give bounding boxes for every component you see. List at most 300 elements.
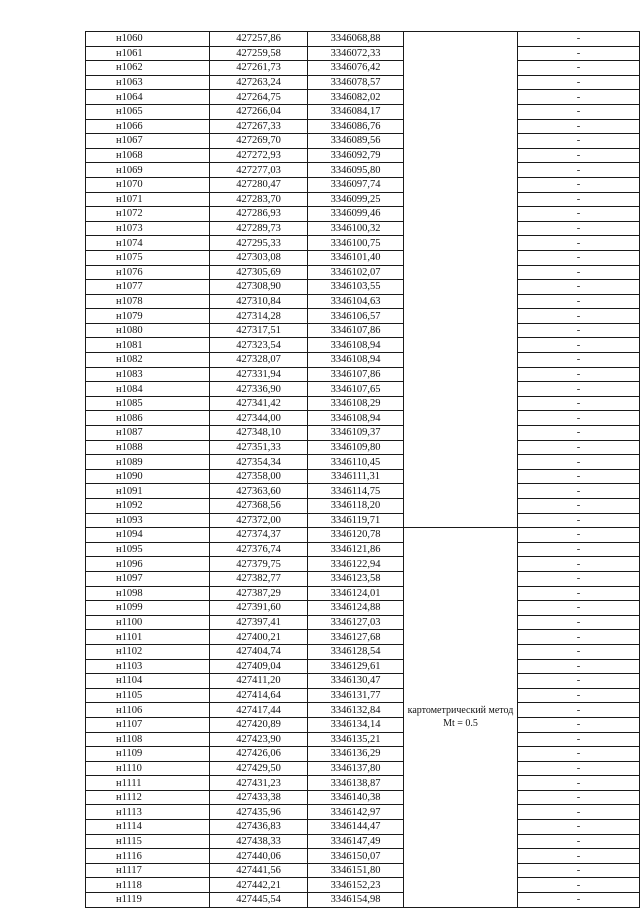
table-row [86,192,640,207]
table-row [86,834,640,849]
note-cell: - [518,411,640,426]
y-coordinate-cell: 3346119,71 [308,513,404,528]
note-cell: - [518,615,640,630]
x-coordinate-cell: 427289,73 [210,221,308,236]
x-coordinate-cell: 427433,38 [210,790,308,805]
y-coordinate-cell: 3346111,31 [308,469,404,484]
y-coordinate-cell: 3346114,75 [308,484,404,499]
y-coordinate-cell: 3346100,75 [308,236,404,251]
point-name-cell: н1071 [86,192,210,207]
point-name-cell: н1076 [86,265,210,280]
point-name-cell: н1114 [86,820,210,835]
note-cell: - [518,863,640,878]
note-cell: - [518,163,640,178]
table-row [86,484,640,499]
y-coordinate-cell: 3346082,02 [308,90,404,105]
y-coordinate-cell: 3346099,25 [308,192,404,207]
note-cell: - [518,513,640,528]
point-name-cell: н1086 [86,411,210,426]
note-cell: - [518,148,640,163]
note-cell: - [518,104,640,119]
point-name-cell: н1084 [86,382,210,397]
note-cell: - [518,177,640,192]
y-coordinate-cell: 3346108,94 [308,338,404,353]
y-coordinate-cell: 3346107,86 [308,323,404,338]
point-name-cell: н1081 [86,338,210,353]
point-name-cell: н1090 [86,469,210,484]
x-coordinate-cell: 427351,33 [210,440,308,455]
point-name-cell: н1097 [86,571,210,586]
point-name-cell: н1078 [86,294,210,309]
table-row [86,440,640,455]
y-coordinate-cell: 3346147,49 [308,834,404,849]
x-coordinate-cell: 427363,60 [210,484,308,499]
table-row [86,104,640,119]
x-coordinate-cell: 427283,70 [210,192,308,207]
table-row [86,703,640,718]
note-cell: - [518,440,640,455]
note-cell: - [518,893,640,908]
x-coordinate-cell: 427376,74 [210,542,308,557]
table-row [86,776,640,791]
table-row [86,717,640,732]
x-coordinate-cell: 427417,44 [210,703,308,718]
x-coordinate-cell: 427267,33 [210,119,308,134]
point-name-cell: н1111 [86,776,210,791]
point-name-cell: н1117 [86,863,210,878]
point-name-cell: н1094 [86,528,210,543]
table-row [86,411,640,426]
note-cell: - [518,119,640,134]
x-coordinate-cell: 427374,37 [210,528,308,543]
note-cell: - [518,878,640,893]
x-coordinate-cell: 427331,94 [210,367,308,382]
x-coordinate-cell: 427277,03 [210,163,308,178]
note-cell: - [518,46,640,61]
table-row [86,659,640,674]
x-coordinate-cell: 427264,75 [210,90,308,105]
x-coordinate-cell: 427442,21 [210,878,308,893]
y-coordinate-cell: 3346110,45 [308,455,404,470]
x-coordinate-cell: 427336,90 [210,382,308,397]
note-cell: - [518,659,640,674]
x-coordinate-cell: 427286,93 [210,207,308,222]
note-cell: - [518,192,640,207]
y-coordinate-cell: 3346102,07 [308,265,404,280]
y-coordinate-cell: 3346107,86 [308,367,404,382]
x-coordinate-cell: 427328,07 [210,353,308,368]
point-name-cell: н1106 [86,703,210,718]
note-cell: - [518,499,640,514]
point-name-cell: н1087 [86,426,210,441]
note-cell: - [518,644,640,659]
x-coordinate-cell: 427269,70 [210,134,308,149]
y-coordinate-cell: 3346107,65 [308,382,404,397]
x-coordinate-cell: 427323,54 [210,338,308,353]
x-coordinate-cell: 427341,42 [210,396,308,411]
x-coordinate-cell: 427436,83 [210,820,308,835]
note-cell: - [518,309,640,324]
y-coordinate-cell: 3346131,77 [308,688,404,703]
point-name-cell: н1113 [86,805,210,820]
y-coordinate-cell: 3346108,94 [308,353,404,368]
table-row [86,805,640,820]
table-row [86,221,640,236]
point-name-cell: н1100 [86,615,210,630]
y-coordinate-cell: 3346103,55 [308,280,404,295]
table-row [86,688,640,703]
x-coordinate-cell: 427423,90 [210,732,308,747]
table-row [86,571,640,586]
coordinates-table-body [86,32,640,908]
y-coordinate-cell: 3346142,97 [308,805,404,820]
table-row [86,75,640,90]
table-row [86,849,640,864]
note-cell: - [518,32,640,47]
x-coordinate-cell: 427420,89 [210,717,308,732]
point-name-cell: н1118 [86,878,210,893]
table-row [86,367,640,382]
table-row [86,338,640,353]
y-coordinate-cell: 3346144,47 [308,820,404,835]
point-name-cell: н1101 [86,630,210,645]
note-cell: - [518,338,640,353]
table-row [86,32,640,47]
note-cell: - [518,396,640,411]
x-coordinate-cell: 427382,77 [210,571,308,586]
table-row [86,309,640,324]
x-coordinate-cell: 427266,04 [210,104,308,119]
note-cell: - [518,805,640,820]
note-cell: - [518,571,640,586]
point-name-cell: н1095 [86,542,210,557]
y-coordinate-cell: 3346140,38 [308,790,404,805]
note-cell: - [518,426,640,441]
x-coordinate-cell: 427414,64 [210,688,308,703]
table-row [86,148,640,163]
x-coordinate-cell: 427438,33 [210,834,308,849]
point-name-cell: н1108 [86,732,210,747]
x-coordinate-cell: 427397,41 [210,615,308,630]
table-row [86,499,640,514]
x-coordinate-cell: 427409,04 [210,659,308,674]
table-row [86,878,640,893]
table-row [86,294,640,309]
table-row [86,280,640,295]
point-name-cell: н1070 [86,177,210,192]
x-coordinate-cell: 427317,51 [210,323,308,338]
x-coordinate-cell: 427348,10 [210,426,308,441]
table-row [86,557,640,572]
x-coordinate-cell: 427387,29 [210,586,308,601]
y-coordinate-cell: 3346106,57 [308,309,404,324]
y-coordinate-cell: 3346152,23 [308,878,404,893]
y-coordinate-cell: 3346076,42 [308,61,404,76]
point-name-cell: н1115 [86,834,210,849]
y-coordinate-cell: 3346138,87 [308,776,404,791]
point-name-cell: н1089 [86,455,210,470]
x-coordinate-cell: 427391,60 [210,601,308,616]
note-cell: - [518,717,640,732]
y-coordinate-cell: 3346122,94 [308,557,404,572]
x-coordinate-cell: 427379,75 [210,557,308,572]
note-cell: - [518,776,640,791]
note-cell: - [518,601,640,616]
x-coordinate-cell: 427272,93 [210,148,308,163]
y-coordinate-cell: 3346108,29 [308,396,404,411]
y-coordinate-cell: 3346092,79 [308,148,404,163]
note-cell: - [518,688,640,703]
y-coordinate-cell: 3346099,46 [308,207,404,222]
x-coordinate-cell: 427368,56 [210,499,308,514]
point-name-cell: н1085 [86,396,210,411]
table-row [86,250,640,265]
table-row [86,761,640,776]
note-cell: - [518,367,640,382]
table-row [86,469,640,484]
y-coordinate-cell: 3346150,07 [308,849,404,864]
table-row [86,236,640,251]
note-cell: - [518,674,640,689]
y-coordinate-cell: 3346100,32 [308,221,404,236]
y-coordinate-cell: 3346135,21 [308,732,404,747]
y-coordinate-cell: 3346130,47 [308,674,404,689]
point-name-cell: н1092 [86,499,210,514]
y-coordinate-cell: 3346134,14 [308,717,404,732]
table-row [86,615,640,630]
point-name-cell: н1110 [86,761,210,776]
table-row [86,790,640,805]
note-cell: - [518,221,640,236]
y-coordinate-cell: 3346118,20 [308,499,404,514]
y-coordinate-cell: 3346121,86 [308,542,404,557]
table-row [86,382,640,397]
y-coordinate-cell: 3346089,56 [308,134,404,149]
y-coordinate-cell: 3346123,58 [308,571,404,586]
y-coordinate-cell: 3346084,17 [308,104,404,119]
point-name-cell: н1109 [86,747,210,762]
point-name-cell: н1073 [86,221,210,236]
point-name-cell: н1061 [86,46,210,61]
x-coordinate-cell: 427429,50 [210,761,308,776]
table-row [86,163,640,178]
note-cell: - [518,236,640,251]
note-cell: - [518,134,640,149]
point-name-cell: н1098 [86,586,210,601]
point-name-cell: н1079 [86,309,210,324]
table-row [86,601,640,616]
point-name-cell: н1063 [86,75,210,90]
point-name-cell: н1075 [86,250,210,265]
table-row [86,528,640,543]
table-row [86,863,640,878]
x-coordinate-cell: 427344,00 [210,411,308,426]
y-coordinate-cell: 3346078,57 [308,75,404,90]
y-coordinate-cell: 3346109,37 [308,426,404,441]
note-cell: - [518,528,640,543]
x-coordinate-cell: 427372,00 [210,513,308,528]
x-coordinate-cell: 427257,86 [210,32,308,47]
x-coordinate-cell: 427431,23 [210,776,308,791]
y-coordinate-cell: 3346127,68 [308,630,404,645]
table-row [86,353,640,368]
note-cell: - [518,469,640,484]
point-name-cell: н1112 [86,790,210,805]
note-cell: - [518,323,640,338]
table-row [86,644,640,659]
y-coordinate-cell: 3346129,61 [308,659,404,674]
y-coordinate-cell: 3346120,78 [308,528,404,543]
y-coordinate-cell: 3346132,84 [308,703,404,718]
point-name-cell: н1105 [86,688,210,703]
x-coordinate-cell: 427308,90 [210,280,308,295]
x-coordinate-cell: 427404,74 [210,644,308,659]
point-name-cell: н1096 [86,557,210,572]
x-coordinate-cell: 427440,06 [210,849,308,864]
y-coordinate-cell: 3346124,01 [308,586,404,601]
y-coordinate-cell: 3346109,80 [308,440,404,455]
x-coordinate-cell: 427261,73 [210,61,308,76]
point-name-cell: н1102 [86,644,210,659]
x-coordinate-cell: 427314,28 [210,309,308,324]
note-cell: - [518,849,640,864]
point-name-cell: н1091 [86,484,210,499]
y-coordinate-cell: 3346137,80 [308,761,404,776]
point-name-cell: н1080 [86,323,210,338]
point-name-cell: н1062 [86,61,210,76]
note-cell: - [518,294,640,309]
table-row [86,747,640,762]
table-row [86,90,640,105]
table-row [86,396,640,411]
x-coordinate-cell: 427400,21 [210,630,308,645]
note-cell: - [518,484,640,499]
note-cell: - [518,542,640,557]
y-coordinate-cell: 3346154,98 [308,893,404,908]
y-coordinate-cell: 3346124,88 [308,601,404,616]
y-coordinate-cell: 3346151,80 [308,863,404,878]
note-cell: - [518,586,640,601]
method-cell [404,528,518,907]
y-coordinate-cell: 3346136,29 [308,747,404,762]
point-name-cell: н1099 [86,601,210,616]
point-name-cell: н1077 [86,280,210,295]
point-name-cell: н1066 [86,119,210,134]
note-cell: - [518,250,640,265]
point-name-cell: н1069 [86,163,210,178]
table-row [86,61,640,76]
point-name-cell: н1116 [86,849,210,864]
y-coordinate-cell: 3346128,54 [308,644,404,659]
y-coordinate-cell: 3346072,33 [308,46,404,61]
y-coordinate-cell: 3346127,03 [308,615,404,630]
point-name-cell: н1093 [86,513,210,528]
method-text: картометрический метод Mt = 0.5 [407,705,514,730]
table-row [86,134,640,149]
note-cell: - [518,834,640,849]
table-row [86,820,640,835]
point-name-cell: н1068 [86,148,210,163]
table-row [86,586,640,601]
note-cell: - [518,382,640,397]
x-coordinate-cell: 427426,06 [210,747,308,762]
point-name-cell: н1088 [86,440,210,455]
y-coordinate-cell: 3346068,88 [308,32,404,47]
coordinates-table [85,31,640,908]
y-coordinate-cell: 3346097,74 [308,177,404,192]
point-name-cell: н1104 [86,674,210,689]
table-row [86,119,640,134]
note-cell: - [518,732,640,747]
point-name-cell: н1065 [86,104,210,119]
note-cell: - [518,761,640,776]
table-row [86,455,640,470]
note-cell: - [518,265,640,280]
note-cell: - [518,747,640,762]
x-coordinate-cell: 427411,20 [210,674,308,689]
x-coordinate-cell: 427263,24 [210,75,308,90]
point-name-cell: н1074 [86,236,210,251]
note-cell: - [518,75,640,90]
method-cell [404,32,518,528]
note-cell: - [518,630,640,645]
table-row [86,207,640,222]
point-name-cell: н1072 [86,207,210,222]
x-coordinate-cell: 427435,96 [210,805,308,820]
point-name-cell: н1060 [86,32,210,47]
y-coordinate-cell: 3346108,94 [308,411,404,426]
table-row [86,426,640,441]
point-name-cell: н1067 [86,134,210,149]
x-coordinate-cell: 427445,54 [210,893,308,908]
y-coordinate-cell: 3346095,80 [308,163,404,178]
x-coordinate-cell: 427259,58 [210,46,308,61]
point-name-cell: н1107 [86,717,210,732]
table-row [86,732,640,747]
y-coordinate-cell: 3346086,76 [308,119,404,134]
table-row [86,265,640,280]
point-name-cell: н1082 [86,353,210,368]
point-name-cell: н1103 [86,659,210,674]
x-coordinate-cell: 427358,00 [210,469,308,484]
y-coordinate-cell: 3346104,63 [308,294,404,309]
x-coordinate-cell: 427354,34 [210,455,308,470]
table-row [86,46,640,61]
x-coordinate-cell: 427303,08 [210,250,308,265]
note-cell: - [518,557,640,572]
table-row [86,513,640,528]
note-cell: - [518,353,640,368]
table-row [86,674,640,689]
table-row [86,542,640,557]
note-cell: - [518,703,640,718]
x-coordinate-cell: 427280,47 [210,177,308,192]
note-cell: - [518,820,640,835]
x-coordinate-cell: 427305,69 [210,265,308,280]
table-row [86,323,640,338]
x-coordinate-cell: 427441,56 [210,863,308,878]
point-name-cell: н1064 [86,90,210,105]
table-row [86,177,640,192]
note-cell: - [518,280,640,295]
note-cell: - [518,207,640,222]
x-coordinate-cell: 427295,33 [210,236,308,251]
note-cell: - [518,90,640,105]
point-name-cell: н1119 [86,893,210,908]
note-cell: - [518,455,640,470]
y-coordinate-cell: 3346101,40 [308,250,404,265]
note-cell: - [518,790,640,805]
